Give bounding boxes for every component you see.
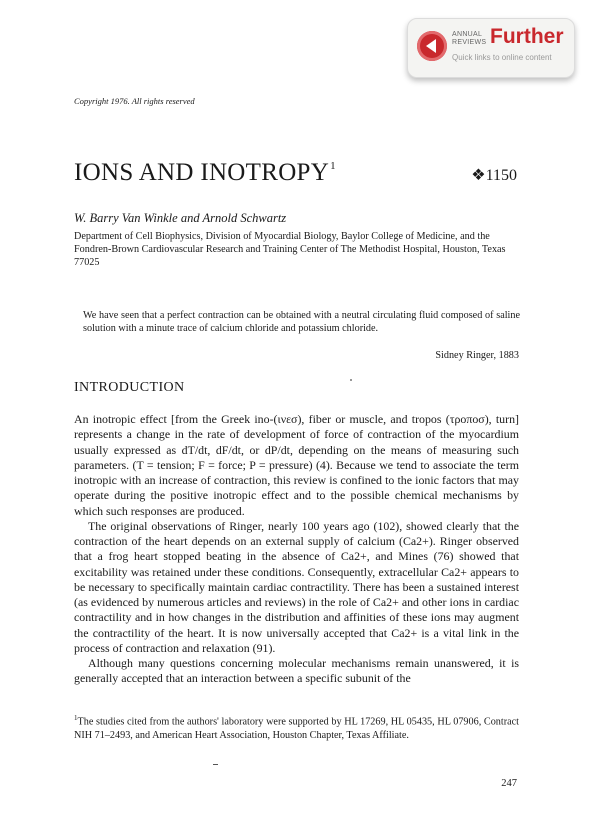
stray-mark [213,764,218,765]
affiliation: Department of Cell Biophysics, Division of Myocardial Biology, Baylor College of Medicine, and the Fondren-Brown Cardiovascular Research and Training Center of The Methodist Hospital, Houston, Texas 77025 [74,231,506,268]
authors: W. Barry Van Winkle and Arnold Schwartz [74,211,287,225]
paragraph: An inotropic effect [from the Greek ino-(ινεσ), fiber or muscle, and tropos (τροποσ), turn] represents a change in the rate of development of force of contraction of the myocardium usually expressed as dT/dt, dF/dt, or dP/dt, depending on the means of measuring such parameters. (T = tension; F = force; P = pressure) (4). Because we tend to associate the term inotropic with an increase of contraction, this review is confined to the ionic factors that may operate during the positive inotropic effect and to the possible chemical mechanisms by which such responses are produced. [74,412,519,518]
body-text [74,412,519,687]
further-banner[interactable] [407,18,575,78]
paragraph: The original observations of Ringer, nearly 100 years ago (102), showed clearly that the contraction of the heart depends on an external supply of calcium (Ca2+). Ringer observed that a frog heart stopped beating in the absence of Ca2+, and Mines (76) showed that excitability was retained under these conditions. Consequently, extracellular Ca2+ appears to be necessary to specifically maintain cardiac contractility. There has been a sustained interest (as evidenced by numerous articles and reviews) in the role of Ca2+ and other ions in cardiac contractility and in how changes in the distribution and affinities of these ions may augment the contractility of the heart. It is now universally accepted that Ca2+ is a vital link in the process of contraction and relaxation (91). [74,518,519,655]
further-label: Further [490,25,564,48]
back-arrow-icon [417,31,447,61]
further-tagline: Quick links to online content [452,53,552,62]
article-number: ❖1150 [471,167,517,184]
epigraph-attribution: Sidney Ringer, 1883 [435,350,519,361]
article-title: IONS AND INOTROPY$^1$ [74,159,336,186]
page-number: 247 [501,778,517,789]
copyright-notice: Copyright 1976. All rights reserved [74,96,195,106]
stray-mark [350,379,352,381]
section-heading: INTRODUCTION [74,380,185,395]
paragraph: Although many questions concerning molecular mechanisms remain unanswered, it is generally accepted that an interaction between a specific subunit of the [74,656,519,686]
footnote: $^1$The studies cited from the authors' laboratory were supported by HL 17269, HL 05435, HL 07906, Contract NIH 71–2493, and American Heart Association, Houston Chapter, Texas Affiliate. [74,714,519,741]
footnote-marker: 1 [74,714,78,722]
title-footnote-marker: 1 [330,160,336,172]
annual-reviews-logo: ANNUAL REVIEWS [452,31,487,46]
epigraph-quote: We have seen that a perfect contraction can be obtained with a neutral circulating fluid composed of saline solution with a minute trace of calcium chloride and potassium chloride. [83,310,520,334]
